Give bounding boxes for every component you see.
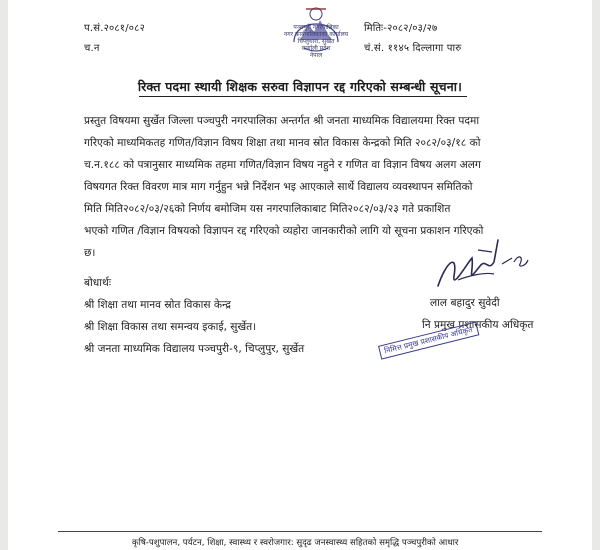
body-line-7: छ। [84,247,96,259]
official-stamp: निमित्त प्रमुख प्रशासकीय अधिकृत [378,322,479,360]
letter-date: मितिः-२०८२/०३/२७ [364,23,438,34]
footer-slogan: कृषि-पशुपालन, पर्यटन, शिक्षा, स्वास्थ्य र स्वरोजगार: सुदृढ जनस्वास्थ्य सहितको समृद्धि पञ्चपुरीको आधार [132,538,459,548]
emblem-text-3: चिप्लुधारा, सुर्खेत [297,38,335,45]
cc-label: बोधार्थः [84,277,111,289]
emblem-text-1: पञ्चपुरी नगरपालिका [293,24,339,31]
body-line-3: च.न.१८८ को पत्रानुसार माध्यमिक तहमा गणित/विज्ञान विषय नहुने र गणित वा विज्ञान विषय अलग अलग [84,159,481,171]
emblem-text-4: कर्णाली प्रदेश [301,45,331,52]
footer-rule [58,531,542,532]
signatory-name: लाल बहादुर सुवेदी [430,297,500,309]
body-line-4: विषयगत रिक्त विवरण मात्र माग गर्नुहुन भन्ने निर्देशन भइ आएकाले सार्थे विद्यालय व्यवस्थापन समितिको [84,181,473,193]
cc-recipient-3: श्री जनता माध्यमिक विद्यालय पञ्चपुरी-९, चिप्लुपुर, सुर्खेत [84,343,305,355]
letter-page [8,0,592,550]
emblem-text-2: नगर कार्यपालिकाको कार्यालय [283,31,349,38]
signature-icon [428,232,540,298]
signatory-designation: नि प्रमुख प्रशासकीय अधिकृत [422,319,534,331]
notice-title: रिक्त पदमा स्थायी शिक्षक सरुवा विज्ञापन रद्द गरिएको सम्बन्धी सूचना। [137,79,463,94]
chalani-number: चं.सं. ११४५ दिल्लागा पारु [364,43,462,54]
body-line-5: मिति मिति२०८२/०३/२६को निर्णय बमोजिम यस नगरपालिकाबाट मिति२०८२/०३/२३ गते प्रकाशित [84,203,451,215]
body-line-1: प्रस्तुत विषयमा सुर्खेत जिल्ला पञ्चपुरी नगरपालिका अन्तर्गत श्री जनता माध्यमिक विद्यालयमा रिक्त पदमा [84,115,480,127]
body-line-2: गरिएको माध्यमिकतह गणित/विज्ञान विषय शिक्षा तथा मानव स्रोत विकास केन्द्रको मिति २०८२/०३/१८ को [84,137,481,149]
body-line-6: भएको गणित /विज्ञान विषयको विज्ञापन रद्द गरिएको व्यहोरा जानकारीको लागि यो सूचना प्रकाशन गरिएको [84,225,484,237]
dispatch-number-label: च.न [84,43,100,54]
reference-number: प.सं.२०८१/०८२ [84,23,145,34]
cc-recipient-2: श्री शिक्षा विकास तथा समन्वय इकाई, सुर्खेत। [84,321,257,333]
emblem-text-5: नेपाल [309,52,323,59]
title-underline [139,96,467,97]
cc-recipient-1: श्री शिक्षा तथा मानव स्रोत विकास केन्द्र [84,299,231,311]
